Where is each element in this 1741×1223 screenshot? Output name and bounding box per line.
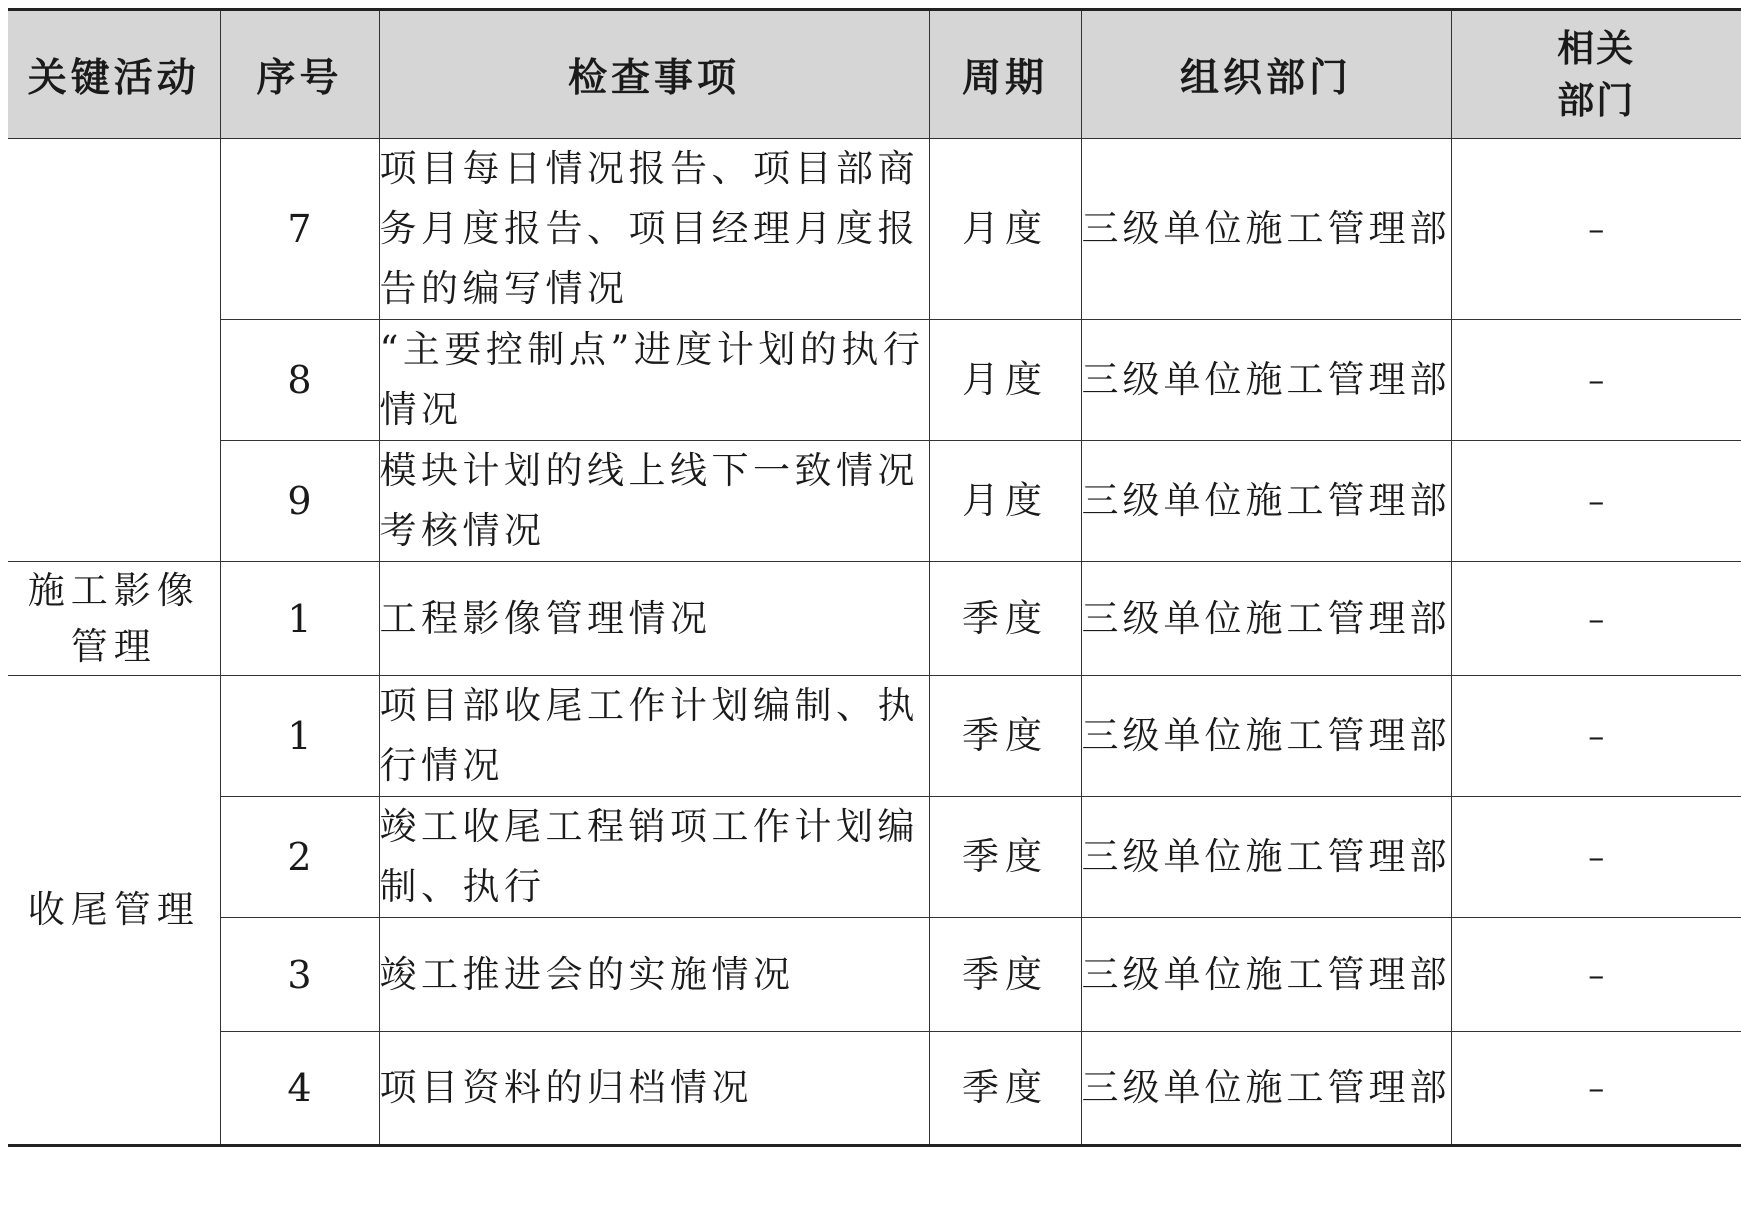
seq-cell: 9 — [220, 441, 379, 562]
period-cell: 月度 — [929, 139, 1081, 320]
table-row — [8, 918, 1741, 1032]
item-cell: 工程影像管理情况 — [379, 562, 929, 676]
seq-cell: 7 — [220, 139, 379, 320]
activity-cell — [8, 139, 220, 562]
seq-cell: 2 — [220, 797, 379, 918]
header-row — [8, 10, 1741, 139]
activity-label: 收尾管理 — [27, 888, 200, 931]
related-cell: – — [1451, 676, 1741, 797]
seq-cell: 1 — [220, 562, 379, 676]
period-cell: 季度 — [929, 797, 1081, 918]
item-cell: 竣工收尾工程销项工作计划编制、执行 — [379, 797, 929, 918]
period-cell: 月度 — [929, 441, 1081, 562]
activity-cell — [8, 562, 220, 676]
item-cell: 项目资料的归档情况 — [379, 1032, 929, 1146]
org-cell: 三级单位施工管理部 — [1081, 676, 1451, 797]
org-cell: 三级单位施工管理部 — [1081, 797, 1451, 918]
related-cell: – — [1451, 441, 1741, 562]
period-cell: 季度 — [929, 1032, 1081, 1146]
header-item: 检查事项 — [379, 10, 929, 139]
period-cell: 季度 — [929, 562, 1081, 676]
period-cell: 季度 — [929, 918, 1081, 1032]
related-cell: – — [1451, 562, 1741, 676]
header-related — [1451, 10, 1741, 139]
org-cell: 三级单位施工管理部 — [1081, 562, 1451, 676]
activity-cell — [8, 676, 220, 1146]
header-seq: 序号 — [220, 10, 379, 139]
header-org: 组织部门 — [1081, 10, 1451, 139]
item-cell: “主要控制点”进度计划的执行情况 — [379, 320, 929, 441]
table-row — [8, 676, 1741, 797]
table-row — [8, 139, 1741, 320]
table-row — [8, 1032, 1741, 1146]
item-cell: 项目部收尾工作计划编制、执行情况 — [379, 676, 929, 797]
table-row — [8, 320, 1741, 441]
period-cell: 月度 — [929, 320, 1081, 441]
period-cell: 季度 — [929, 676, 1081, 797]
related-cell: – — [1451, 1032, 1741, 1146]
seq-cell: 4 — [220, 1032, 379, 1146]
header-period: 周期 — [929, 10, 1081, 139]
activity-label: 施工影像管理 — [27, 568, 200, 668]
item-cell: 项目每日情况报告、项目部商务月度报告、项目经理月度报告的编写情况 — [379, 139, 929, 320]
related-cell: – — [1451, 139, 1741, 320]
item-cell: 竣工推进会的实施情况 — [379, 918, 929, 1032]
seq-cell: 8 — [220, 320, 379, 441]
table-body — [8, 139, 1741, 1146]
table-row — [8, 562, 1741, 676]
inspection-table — [8, 8, 1741, 1147]
org-cell: 三级单位施工管理部 — [1081, 441, 1451, 562]
related-cell: – — [1451, 797, 1741, 918]
item-cell: 模块计划的线上线下一致情况考核情况 — [379, 441, 929, 562]
header-related-label: 相关部门 — [1557, 26, 1636, 122]
table-header — [8, 10, 1741, 139]
related-cell: – — [1451, 918, 1741, 1032]
table-row — [8, 797, 1741, 918]
header-activity: 关键活动 — [8, 10, 220, 139]
org-cell: 三级单位施工管理部 — [1081, 1032, 1451, 1146]
seq-cell: 3 — [220, 918, 379, 1032]
seq-cell: 1 — [220, 676, 379, 797]
org-cell: 三级单位施工管理部 — [1081, 320, 1451, 441]
org-cell: 三级单位施工管理部 — [1081, 918, 1451, 1032]
related-cell: – — [1451, 320, 1741, 441]
org-cell: 三级单位施工管理部 — [1081, 139, 1451, 320]
table-row — [8, 441, 1741, 562]
